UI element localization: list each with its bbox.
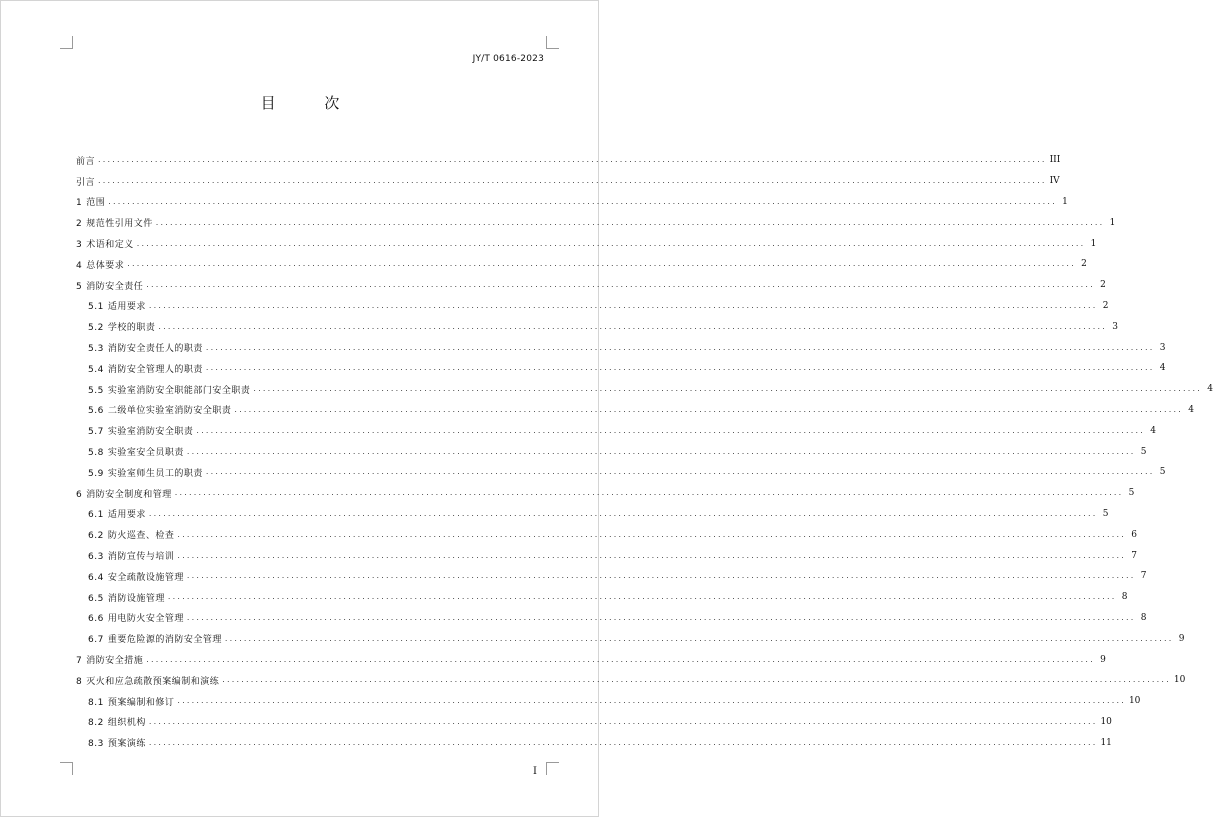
toc-entry-number: 6.1 <box>88 510 104 521</box>
toc-entry-number: 5.3 <box>88 344 104 355</box>
toc-leader-dots: ........................................................................................................................................................................................................ <box>174 488 1124 498</box>
toc-leader-dots: ........................................................................................................................................................................................................ <box>98 176 1047 186</box>
toc-entry[interactable] <box>76 420 1156 441</box>
toc-entry-text: 学校的职责 <box>107 323 156 334</box>
toc-entry-text: 消防安全措施 <box>86 656 144 667</box>
toc-entry-label <box>76 279 143 292</box>
toc-entry-label <box>88 299 146 312</box>
toc-entry-label <box>88 528 174 541</box>
toc-entry-label <box>88 445 184 458</box>
toc-leader-dots: ........................................................................................................................................................................................................ <box>98 155 1047 165</box>
toc-entry-page: III <box>1049 155 1061 166</box>
toc-entry-page: 3 <box>1159 342 1166 353</box>
toc-entry-page: 1 <box>1062 196 1068 207</box>
toc-entry-label <box>88 591 165 604</box>
toc-entry-page: 4 <box>1207 384 1213 395</box>
toc-entry-label <box>76 175 95 188</box>
toc-entry-label <box>76 258 124 271</box>
toc-entry[interactable] <box>76 337 1166 358</box>
table-of-contents <box>76 150 1213 753</box>
toc-entry-number: 5.7 <box>88 427 104 438</box>
toc-entry[interactable] <box>76 628 1185 649</box>
crop-mark-bottom-left <box>60 762 73 775</box>
toc-entry[interactable] <box>76 275 1106 296</box>
toc-entry-page: 9 <box>1100 654 1106 665</box>
toc-entry[interactable] <box>76 171 1060 192</box>
toc-entry-page: 4 <box>1188 404 1194 415</box>
toc-entry[interactable] <box>76 379 1213 400</box>
toc-entry-page: 7 <box>1131 550 1137 561</box>
toc-entry-text: 预案演练 <box>107 739 146 750</box>
toc-leader-dots: ........................................................................................................................................................................................................ <box>127 259 1076 269</box>
toc-entry-page: 1 <box>1109 217 1116 228</box>
toc-entry-page: 2 <box>1102 300 1109 311</box>
toc-entry-text: 实验室消防安全职责 <box>107 427 194 438</box>
toc-entry-label <box>88 466 203 479</box>
toc-entry-label <box>88 424 193 437</box>
toc-entry-label <box>88 403 231 416</box>
toc-entry-text: 消防安全责任人的职责 <box>107 344 203 355</box>
toc-entry-number: 8 <box>76 676 83 687</box>
toc-entry-text: 消防安全制度和管理 <box>86 489 172 500</box>
toc-entry-text: 防火巡查、检查 <box>107 531 175 542</box>
toc-entry-text: 预案编制和修订 <box>107 697 175 708</box>
toc-entry-page: 4 <box>1150 425 1156 436</box>
toc-entry[interactable] <box>76 504 1109 525</box>
toc-entry[interactable] <box>76 462 1166 483</box>
toc-entry[interactable] <box>76 649 1106 670</box>
toc-entry-label <box>88 632 222 645</box>
toc-entry[interactable] <box>76 150 1061 171</box>
toc-entry[interactable] <box>76 712 1112 733</box>
toc-entry[interactable] <box>76 441 1147 462</box>
toc-entry-text: 安全疏散设施管理 <box>107 572 184 583</box>
toc-entry-page: 4 <box>1159 363 1166 374</box>
toc-leader-dots: ........................................................................................................................................................................................................ <box>186 446 1136 456</box>
toc-entry[interactable] <box>76 358 1166 379</box>
toc-entry[interactable] <box>76 233 1097 254</box>
toc-entry[interactable] <box>76 316 1118 337</box>
toc-leader-dots: ........................................................................................................................................................................................................ <box>148 300 1098 310</box>
toc-entry-page: 6 <box>1131 529 1137 540</box>
toc-entry-text: 范围 <box>86 198 106 209</box>
crop-mark-bottom-right <box>546 762 559 775</box>
toc-entry[interactable] <box>76 566 1147 587</box>
toc-entry[interactable] <box>76 524 1137 545</box>
toc-entry[interactable] <box>76 483 1135 504</box>
toc-entry-number: 5.2 <box>88 323 104 334</box>
toc-entry-page: IV <box>1049 176 1060 187</box>
toc-entry-number: 6 <box>76 489 83 500</box>
toc-entry-text: 消防宣传与培训 <box>107 552 175 563</box>
toc-entry-label <box>88 611 184 624</box>
toc-entry-number: 5.4 <box>88 364 104 375</box>
toc-leader-dots: ........................................................................................................................................................................................................ <box>167 592 1117 602</box>
toc-entry-page: 3 <box>1112 321 1118 332</box>
toc-leader-dots: ........................................................................................................................................................................................................ <box>205 363 1155 373</box>
toc-entry-label <box>88 383 250 396</box>
toc-entry-number: 8.1 <box>88 697 104 708</box>
toc-entry[interactable] <box>76 192 1068 213</box>
toc-entry-label <box>88 507 146 520</box>
toc-entry-text: 总体要求 <box>86 260 125 271</box>
toc-entry-text: 规范性引用文件 <box>86 219 153 230</box>
toc-entry[interactable] <box>76 732 1112 753</box>
toc-entry-number: 5.5 <box>88 385 104 396</box>
toc-entry-page: 8 <box>1140 612 1147 623</box>
toc-entry[interactable] <box>76 670 1186 691</box>
toc-entry-page: 2 <box>1081 259 1087 270</box>
toc-leader-dots: ........................................................................................................................................................................................................ <box>155 217 1105 227</box>
toc-entry-number: 6.4 <box>88 572 104 583</box>
toc-entry-label <box>76 237 134 250</box>
toc-entry-number: 8.3 <box>88 739 104 750</box>
toc-entry-number: 5.9 <box>88 468 104 479</box>
toc-leader-dots: ........................................................................................................................................................................................................ <box>253 384 1202 394</box>
document-code: JY/T 0616-2023 <box>472 54 544 64</box>
toc-leader-dots: ........................................................................................................................................................................................................ <box>146 280 1095 290</box>
toc-entry-text: 适用要求 <box>107 510 146 521</box>
toc-entry-page: 7 <box>1140 571 1147 582</box>
toc-leader-dots: ........................................................................................................................................................................................................ <box>148 508 1098 518</box>
toc-entry-text: 重要危险源的消防安全管理 <box>107 635 222 646</box>
toc-entry-number: 5 <box>76 281 83 292</box>
toc-entry-label <box>76 487 172 500</box>
toc-entry-text: 实验室消防安全职能部门安全职责 <box>107 385 251 396</box>
toc-entry-label <box>88 695 174 708</box>
toc-entry-number: 6.2 <box>88 531 104 542</box>
toc-entry-page: 1 <box>1090 238 1097 249</box>
toc-entry-number: 6.6 <box>88 614 104 625</box>
toc-entry-text: 引言 <box>76 177 96 188</box>
toc-entry-page: 10 <box>1100 716 1112 727</box>
crop-mark-top-right <box>546 36 559 49</box>
toc-entry-label <box>76 154 95 167</box>
toc-entry[interactable] <box>76 400 1194 421</box>
page-number: I <box>533 766 537 777</box>
toc-entry-text: 组织机构 <box>107 718 146 729</box>
toc-entry-page: 10 <box>1173 675 1186 686</box>
toc-entry[interactable] <box>76 212 1116 233</box>
toc-entry-text: 实验室安全员职责 <box>107 448 184 459</box>
toc-leader-dots: ........................................................................................................................................................................................................ <box>205 467 1155 477</box>
toc-entry-number: 5.6 <box>88 406 104 417</box>
toc-leader-dots: ........................................................................................................................................................................................................ <box>186 612 1136 622</box>
toc-entry[interactable] <box>76 608 1147 629</box>
toc-leader-dots: ........................................................................................................................................................................................................ <box>177 696 1126 706</box>
toc-entry-label <box>88 549 174 562</box>
toc-entry-text: 实验室师生员工的职责 <box>107 468 203 479</box>
toc-entry-number: 6.3 <box>88 552 104 563</box>
toc-entry[interactable] <box>76 296 1109 317</box>
toc-leader-dots: ........................................................................................................................................................................................................ <box>205 342 1155 352</box>
toc-entry-text: 用电防火安全管理 <box>107 614 184 625</box>
toc-entry-page: 8 <box>1121 592 1128 603</box>
toc-entry-number: 1 <box>76 198 83 209</box>
toc-entry-page: 5 <box>1140 446 1147 457</box>
toc-entry-label <box>88 362 203 375</box>
toc-entry-number: 6.5 <box>88 593 104 604</box>
toc-leader-dots: ........................................................................................................................................................................................................ <box>136 238 1086 248</box>
toc-entry-text: 二级单位实验室消防安全职责 <box>107 406 232 417</box>
toc-entry-number: 4 <box>76 260 83 271</box>
toc-entry-label <box>76 653 143 666</box>
toc-entry-text: 前言 <box>76 156 96 167</box>
toc-leader-dots: ........................................................................................................................................................................................................ <box>196 425 1145 435</box>
toc-entry-text: 适用要求 <box>107 302 146 313</box>
toc-entry-number: 8.2 <box>88 718 104 729</box>
toc-leader-dots: ........................................................................................................................................................................................................ <box>146 654 1095 664</box>
toc-entry-number: 2 <box>76 219 83 230</box>
toc-entry[interactable] <box>76 254 1087 275</box>
toc-entry-number: 5.1 <box>88 302 104 313</box>
toc-entry-label <box>76 674 219 687</box>
toc-entry-text: 术语和定义 <box>86 240 134 251</box>
toc-leader-dots: ........................................................................................................................................................................................................ <box>224 633 1174 643</box>
toc-entry-text: 灭火和应急疏散预案编制和演练 <box>86 676 220 687</box>
toc-leader-dots: ........................................................................................................................................................................................................ <box>177 550 1126 560</box>
toc-entry-page: 5 <box>1159 467 1166 478</box>
toc-entry-label <box>88 320 155 333</box>
toc-entry[interactable] <box>76 691 1141 712</box>
toc-entry-label <box>88 341 203 354</box>
toc-entry-page: 5 <box>1102 508 1109 519</box>
toc-entry-page: 10 <box>1128 696 1141 707</box>
toc-leader-dots: ........................................................................................................................................................................................................ <box>148 737 1098 747</box>
toc-leader-dots: ........................................................................................................................................................................................................ <box>222 675 1171 685</box>
toc-entry[interactable] <box>76 587 1128 608</box>
toc-leader-dots: ........................................................................................................................................................................................................ <box>158 321 1107 331</box>
toc-entry[interactable] <box>76 545 1137 566</box>
toc-entry-number: 6.7 <box>88 635 104 646</box>
page-title: 目 次 <box>260 94 362 112</box>
toc-entry-page: 9 <box>1178 633 1185 644</box>
toc-entry-label <box>88 715 146 728</box>
toc-leader-dots: ........................................................................................................................................................................................................ <box>186 571 1136 581</box>
crop-mark-top-left <box>60 36 73 49</box>
toc-entry-text: 消防安全责任 <box>86 281 144 292</box>
toc-leader-dots: ........................................................................................................................................................................................................ <box>234 404 1183 414</box>
toc-entry-page: 5 <box>1128 488 1135 499</box>
toc-entry-page: 11 <box>1100 737 1112 748</box>
toc-entry-text: 消防安全管理人的职责 <box>107 364 203 375</box>
toc-entry-label <box>88 736 146 749</box>
toc-leader-dots: ........................................................................................................................................................................................................ <box>148 716 1098 726</box>
toc-leader-dots: ........................................................................................................................................................................................................ <box>108 196 1057 206</box>
toc-leader-dots: ........................................................................................................................................................................................................ <box>177 529 1126 539</box>
toc-entry-label <box>88 570 184 583</box>
toc-entry-number: 7 <box>76 656 83 667</box>
toc-entry-page: 2 <box>1100 280 1106 291</box>
toc-entry-label <box>76 216 153 229</box>
toc-entry-text: 消防设施管理 <box>107 593 165 604</box>
toc-entry-number: 3 <box>76 240 83 251</box>
toc-entry-number: 5.8 <box>88 448 104 459</box>
toc-entry-label <box>76 195 105 208</box>
